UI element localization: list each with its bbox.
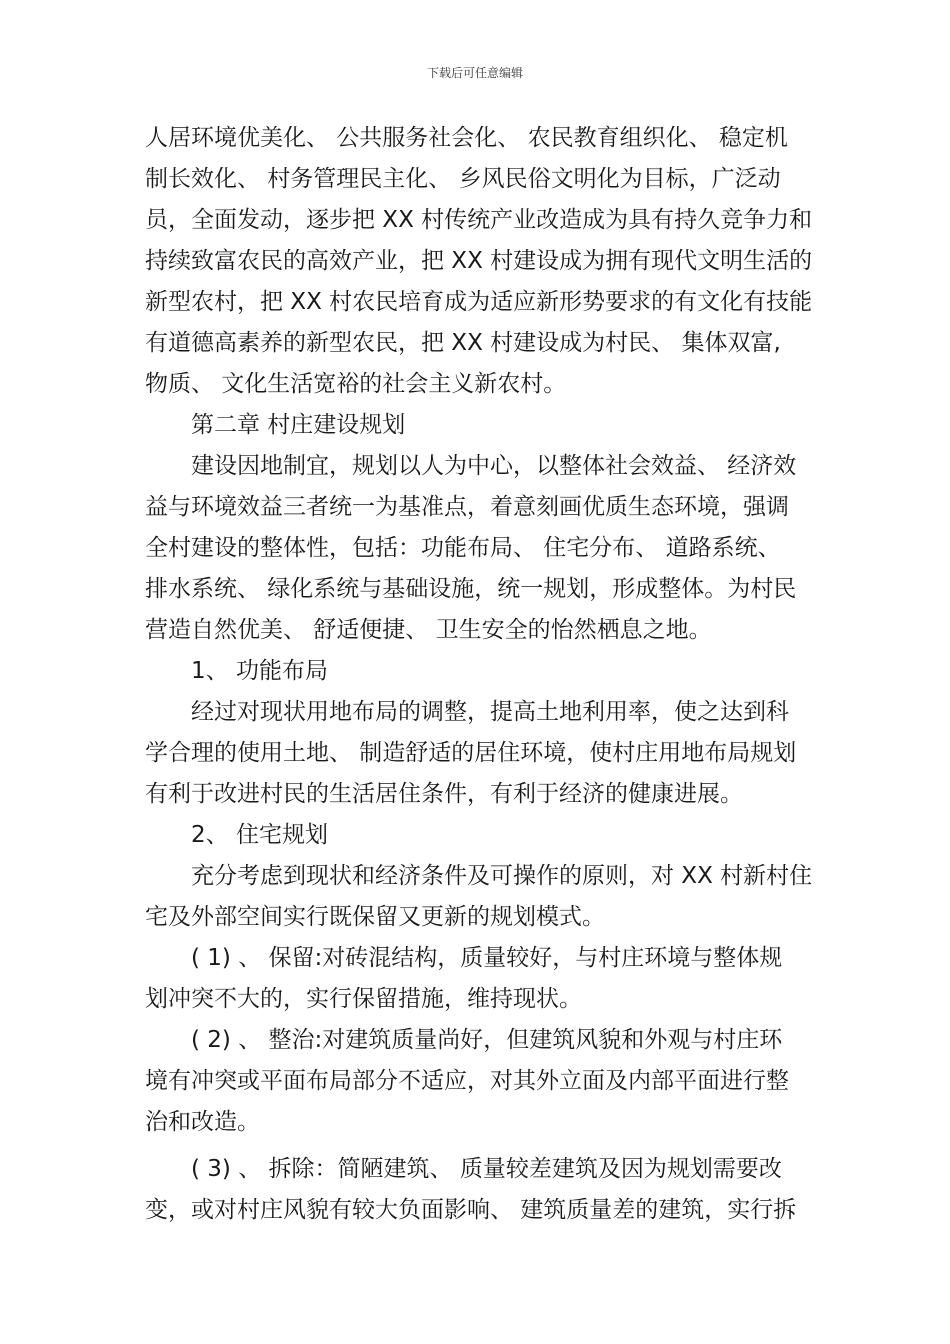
text-line: 划冲突不大的，实行保留措施，维持现状。 xyxy=(145,986,582,1012)
text-line: 员，全面发动，逐步把 XX 村传统产业改造成为具有持久竞争力和 xyxy=(145,207,813,233)
section-heading: 2、 住宅规划 xyxy=(191,822,328,848)
text-line: 益与环境效益三者统一为基准点，着意刻画优质生态环境，强调 xyxy=(145,494,789,520)
text-line: 持续致富农民的高效产业，把 XX 村建设成为拥有现代文明生活的 xyxy=(145,248,813,274)
text-line: 有利于改进村民的生活居住条件，有利于经济的健康进展。 xyxy=(145,781,743,807)
text-line: 制长效化、 村务管理民主化、 乡风民俗文明化为目标，广泛动 xyxy=(145,166,781,192)
text-line: 建设因地制宜，规划以人为中心，以整体社会效益、 经济效 xyxy=(191,453,797,479)
chapter-heading: 第二章 村庄建设规划 xyxy=(191,412,406,438)
list-item: ( 1) 、 保留:对砖混结构，质量较好，与村庄环境与整体规 xyxy=(191,945,783,971)
text-line: 宅及外部空间实行既保留又更新的规划模式。 xyxy=(145,904,605,930)
list-item: ( 2) 、 整治:对建筑质量尚好，但建筑风貌和外观与村庄环 xyxy=(191,1027,783,1053)
text-line: 境有冲突或平面布局部分不适应，对其外立面及内部平面进行整 xyxy=(145,1068,789,1094)
document-body xyxy=(145,118,813,1231)
page-header: 下载后可任意编辑 xyxy=(426,66,523,80)
text-line: 新型农村，把 XX 村农民培育成为适应新形势要求的有文化有技能 xyxy=(145,289,813,315)
section-heading: 1、 功能布局 xyxy=(191,658,328,684)
text-line: 充分考虑到现状和经济条件及可操作的原则，对 XX 村新村住 xyxy=(191,863,813,889)
text-line: 物质、 文化生活宽裕的社会主义新农村。 xyxy=(145,371,567,397)
text-line: 营造自然优美、 舒适便捷、 卫生安全的怡然栖息之地。 xyxy=(145,617,712,643)
text-line: 排水系统、 绿化系统与基础设施，统一规划，形成整体。为村民 xyxy=(145,576,797,602)
text-line: 变，或对村庄风貌有较大负面影响、 建筑质量差的建筑，实行拆 xyxy=(145,1197,797,1223)
text-line: 学合理的使用土地、 制造舒适的居住环境，使村庄用地布局规划 xyxy=(145,740,797,766)
text-line: 经过对现状用地布局的调整，提高土地利用率，使之达到科 xyxy=(191,699,789,725)
text-line: 全村建设的整体性，包括：功能布局、 住宅分布、 道路系统、 xyxy=(145,535,781,561)
text-line: 治和改造。 xyxy=(145,1109,260,1135)
text-line: 有道德高素养的新型农民，把 XX 村建设成为村民、 集体双富, xyxy=(145,330,781,356)
text-line: 人居环境优美化、 公共服务社会化、 农民教育组织化、 稳定机 xyxy=(145,125,788,151)
list-item: ( 3) 、 拆除：简陋建筑、 质量较差建筑及因为规划需要改 xyxy=(191,1156,782,1182)
